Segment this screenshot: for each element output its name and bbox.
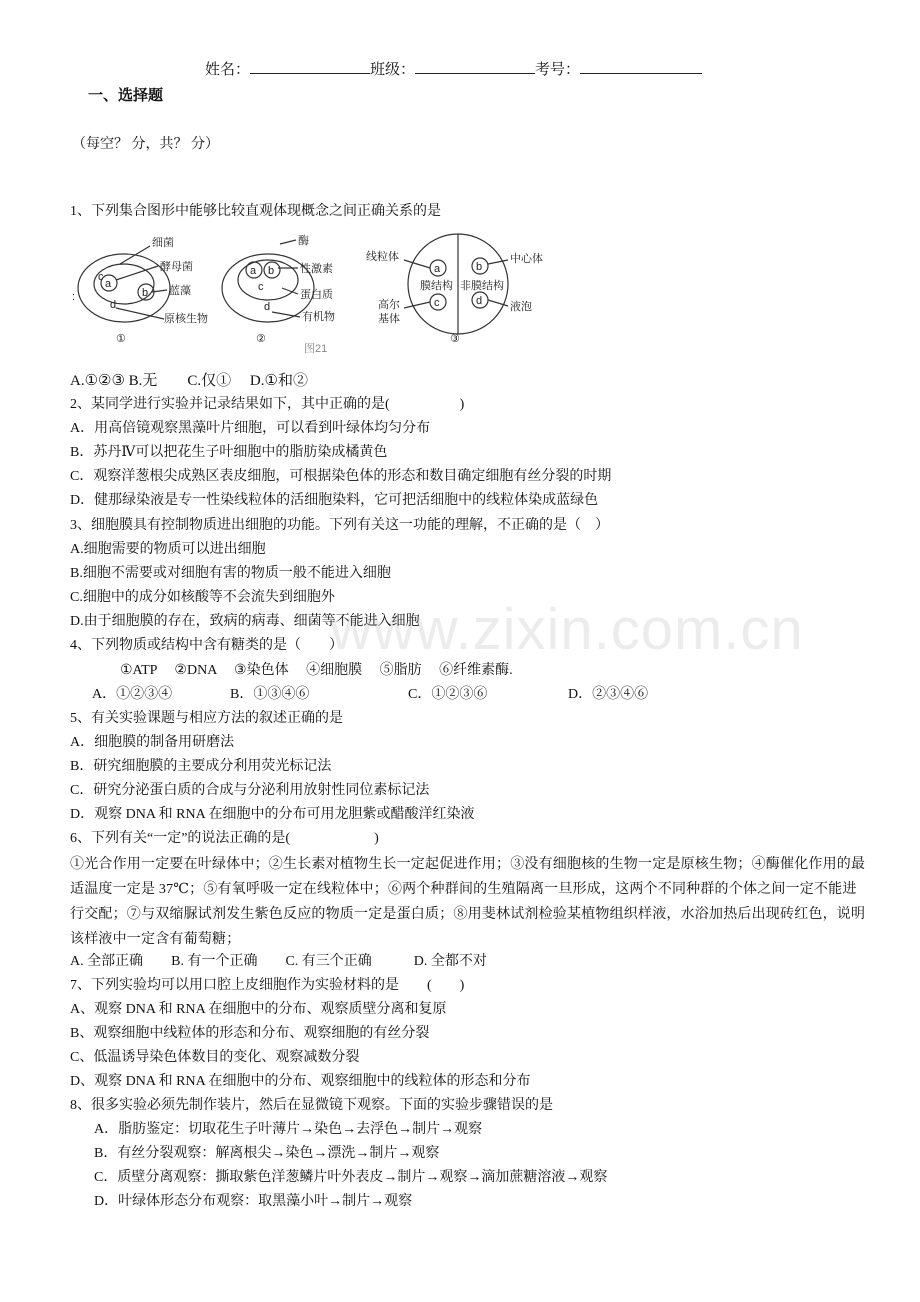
q1-stem: 1、下列集合图形中能够比较直观体现概念之间正确关系的是 [70,204,441,219]
d1-text-1: 细菌 [152,237,174,249]
student-info-line [205,58,702,79]
q2-option-d: D．健那绿染液是专一性染线粒体的活细胞染料，它可把活细胞中的线粒体染成蓝绿色 [70,493,599,508]
q2-stem: 2、某同学进行实验并记录结果如下，其中正确的是( ) [70,397,465,412]
q7-stem: 7、下列实验均可以用口腔上皮细胞作为实验材料的是 ( ) [70,978,465,993]
d3-text-3b: 基体 [378,313,400,325]
q8-option-c: C．质壁分离观察：撕取紫色洋葱鳞片叶外表皮→制片→观察→滴加蔗糖溶液→观察 [94,1170,608,1185]
d3-text-4: 中心体 [510,253,543,265]
d3-label-d: d [476,295,483,307]
q4-stem: 4、下列物质或结构中含有糖类的是（ ） [70,638,343,653]
d1-text-4: 原核生物 [164,313,208,325]
d1-text-3: 蓝藻 [169,285,191,297]
d2-label-c: c [258,281,264,293]
d1-label-d: d [110,299,117,311]
d3-label-a: a [434,263,441,275]
d3-text-2: 膜结构 [420,280,453,292]
d3-label-c: c [434,297,440,309]
exam-number-blank[interactable] [580,59,702,74]
q6-options: A. 全部正确 B. 有一个正确 C. 有三个正确 D. 全都不对 [70,954,487,969]
q2-option-b: B．苏丹Ⅳ可以把花生子叶细胞中的脂肪染成橘黄色 [70,445,388,460]
q3-option-c: C.细胞中的成分如核酸等不会流失到细胞外 [70,590,335,605]
q4-option-a: A．①②③④ [92,687,173,702]
d1-number: ① [116,333,126,345]
q5-stem: 5、有关实验课题与相应方法的叙述正确的是 [70,711,343,726]
q3-stem: 3、细胞膜具有控制物质进出细胞的功能。下列有关这一功能的理解，不正确的是（ ） [70,518,609,533]
q7-option-d: D、观察 DNA 和 RNA 在细胞中的分布、观察细胞中的线粒体的形态和分布 [70,1074,531,1089]
watermark: www.zixin.com.cn [330,597,804,662]
d3-text-6: 液泡 [510,301,532,313]
q3-option-a: A.细胞需要的物质可以进出细胞 [70,542,266,557]
d3-text-5: 非膜结构 [460,280,504,292]
d3-number: ③ [450,333,460,345]
d2-label-a: a [250,265,257,277]
q2-option-c: C．观察洋葱根尖成熟区表皮细胞，可根据染色体的形态和数目确定细胞有丝分裂的时期 [70,469,612,484]
d2-text-2: 性激素 [300,263,333,275]
d1-label-b: b [142,287,149,299]
q5-option-b: B．研究细胞膜的主要成分利用荧光标记法 [70,759,332,774]
d1-text-2: 酵母菌 [160,261,193,273]
q6-stem: 6、下列有关“一定”的说法正确的是( ) [70,831,379,846]
q7-option-b: B、观察细胞中线粒体的形态和分布、观察细胞的有丝分裂 [70,1026,430,1041]
d3-text-1: 线粒体 [366,251,399,263]
q4-option-b: B．①③④⑥ [230,687,310,702]
d2-label-d: d [264,301,271,313]
q6-body: ①光合作用一定要在叶绿体中；②生长素对植物生长一定起促进作用；③没有细胞核的生物一定是原核生物；④酶催化作用的最适温度一定是 37℃；⑤有氧呼吸一定在线粒体中；⑥两个种群间的生殖隔离一旦形成，这两个不同种群的个体之间一定不能进行交配；⑦与双缩脲试剂发生紫色反应的物质一定是蛋白质；⑧用斐林试剂检验某植物组织样液，水浴加热后出现砖红色，说明该样液中一定含有葡萄糖； [70,857,866,947]
q8-stem: 8、很多实验必须先制作装片，然后在显微镜下观察。下面的实验步骤错误的是 [70,1098,553,1113]
name-blank[interactable] [250,59,370,74]
exam-number-label: 考号： [535,62,581,78]
d3-label-b: b [476,261,483,273]
d2-label-b: b [268,265,275,277]
q2-option-a: A．用高倍镜观察黑藻叶片细胞，可以看到叶绿体均匀分布 [70,421,431,436]
q5-option-c: C．研究分泌蛋白质的合成与分泌利用放射性同位素标记法 [70,783,430,798]
q4-items: ①ATP ②DNA ③染色体 ④细胞膜 ⑤脂肪 ⑥纤维素酶. [120,663,513,678]
q8-option-b: B．有丝分裂观察：解离根尖→染色→漂洗→制片→观察 [94,1146,440,1161]
q5-option-a: A．细胞膜的制备用研磨法 [70,735,235,750]
section-title: 一、选择题 [88,88,164,104]
d3-text-3: 高尔 [378,299,400,311]
d2-number: ② [256,333,266,345]
q3-option-b: B.细胞不需要或对细胞有害的物质一般不能进入细胞 [70,566,391,581]
q5-option-d: D．观察 DNA 和 RNA 在细胞中的分布可用龙胆紫或醋酸洋红染液 [70,807,475,822]
class-blank[interactable] [415,59,535,74]
q4-option-d: D．②③④⑥ [568,687,649,702]
d1-colon: : [72,291,76,303]
name-label: 姓名： [205,62,251,78]
q8-option-a: A．脂肪鉴定：切取花生子叶薄片→染色→去浮色→制片→观察 [94,1122,483,1137]
d2-text-3: 蛋白质 [300,289,333,301]
d2-text-4: 有机物 [302,311,335,323]
score-note: （每空？ 分，共？ 分） [72,137,219,152]
q1-options: A.①②③ B.无 C.仅① D.①和② [70,373,308,389]
d2-text-1: 酶 [298,235,309,247]
q8-option-d: D．叶绿体形态分布观察：取黑藻小叶→制片→观察 [94,1194,413,1209]
q7-option-c: C、低温诱导染色体数目的变化、观察减数分裂 [70,1050,360,1065]
class-label: 班级： [370,62,416,78]
q3-option-d: D.由于细胞膜的存在，致病的病毒、细菌等不能进入细胞 [70,614,420,629]
q4-option-c: C．①②③⑥ [408,687,488,702]
d1-label-c: c [98,271,104,283]
q1-figure [72,228,592,360]
q7-option-a: A、观察 DNA 和 RNA 在细胞中的分布、观察质壁分离和复原 [70,1002,447,1017]
figure-caption: 图21 [304,343,328,355]
d1-label-a: a [105,278,112,290]
